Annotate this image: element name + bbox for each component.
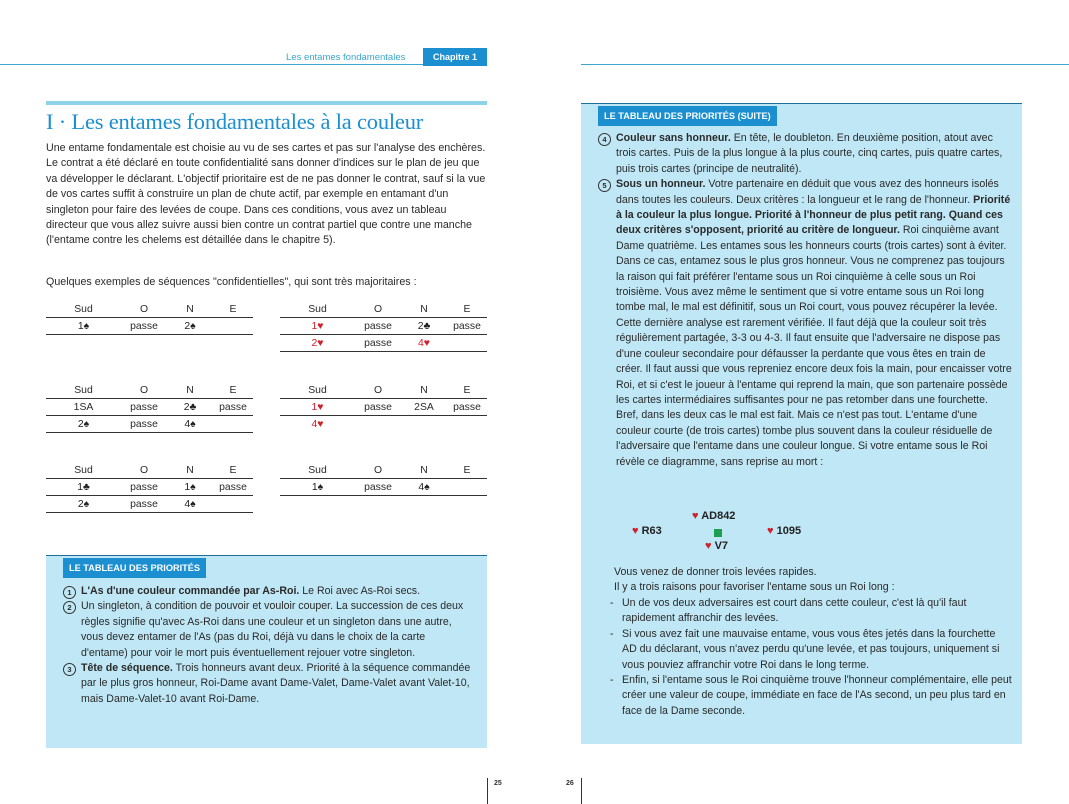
col-n: N [167,301,213,318]
page-number-left: 25 [494,780,502,787]
circled-number: 1 [63,586,76,599]
bid-cell: 2♠ [46,496,121,513]
page-number-right: 26 [566,780,574,787]
reason-text: Si vous avez fait une mauvaise entame, vous vous êtes jetés dans la fourchette AD du déclarant, vous n'avez perdu qu'une levée, et pas toujours, uniquement si vous pouviez affranchir votre Roi dans le long terme. [622,627,1000,671]
chapter-tab: Chapitre 1 [423,48,487,66]
bid-row [46,496,253,513]
reasons-list [610,596,1012,719]
bid-cell: 2♣ [401,318,447,335]
intro-paragraph: Une entame fondamentale est choisie au vu de ses cartes et pas sur l'analyse des enchères. Le contrat a été déclaré en toute confidentialité sans donner d'indices sur le plan de jeu que va développer le déclarant. L'objectif prioritaire est de ne pas donner le contrat, sauf si la vue de vos cartes suffit à construire un plan de chute actif, par exemple en entamant d'un singleton pour faire des levées de coupe. Dans ces conditions, vous avez un tableau directeur que vous allez suivre aussi bien contre un contrat partiel que contre une manche (l'entame contre les chelems est détaillée dans le chapitre 5). [46,142,486,247]
bid-cell: 1♠ [280,479,355,496]
bid-cell: 4♠ [167,416,213,433]
bid-cell: passe [213,479,253,496]
priority-item-text: Trois honneurs avant deux. Priorité à la séquence commandée par le plus gros honneur, Roi-Dame avant Dame-Valet, Dame-Valet avant Valet-10, mais Dame-Valet-10 avant Roi-Dame. [81,662,471,705]
priority-item-text: Votre partenaire en déduit que vous avez des honneurs isolés dans toutes les couleurs. Deux critères : la longueur et le rang de l'honneur. [616,178,999,206]
folio-rule-left [487,778,488,804]
col-n: N [167,462,213,479]
bid-cell: 1♠ [167,479,213,496]
col-sud: Sud [280,462,355,479]
priority-item-3 [63,661,473,707]
priority-box-tag: LE TABLEAU DES PRIORITÉS (SUITE) [598,106,777,126]
bid-cell: 2SA [401,399,447,416]
bid-cell: 2♠ [46,416,121,433]
bid-cell: 1♥ [280,399,355,416]
bid-cell: passe [121,318,167,335]
priority-item-text: En tête, le doubleton. En deuxième position, atout avec trois cartes. Puis de la plus longue à la plus courte, cinq cartes, puis quatre cartes, puis trois cartes (principe de neutralité). [616,132,1003,175]
col-n: N [401,462,447,479]
bid-cell: 2♠ [167,318,213,335]
col-o: O [121,301,167,318]
priority-list-left [63,584,473,707]
dash-bullet: - [610,597,614,609]
bid-cell [213,416,253,433]
table-square-icon [714,529,722,537]
west-cards: R63 [641,525,662,537]
heart-icon: ♥ [705,540,712,552]
col-o: O [355,301,401,318]
col-e: E [213,382,253,399]
reason-item [610,673,1012,719]
col-sud: Sud [46,462,121,479]
title-rule [46,101,487,105]
priority-list-right [598,131,1012,470]
bid-cell: passe [355,318,401,335]
heart-icon: ♥ [692,510,699,522]
running-head-rule-right [581,64,1069,65]
bid-cell: 4♥ [311,418,324,430]
bid-cell: passe [355,335,401,352]
col-e: E [447,301,487,318]
heart-icon: ♥ [767,525,774,537]
bid-cell [447,335,487,352]
bid-cell: 4♠ [401,479,447,496]
folio-rule-right [581,778,582,804]
col-sud: Sud [46,301,121,318]
running-head: Les entames fondamentales [286,52,406,63]
col-o: O [121,382,167,399]
priority-item-text: Le Roi avec As-Roi secs. [299,585,421,597]
bid-cell: passe [213,399,253,416]
bid-cell: passe [447,399,487,416]
auction-3 [46,382,253,433]
diagram-west [632,525,662,537]
circled-number: 5 [598,179,611,192]
priority-after-diagram [614,565,1012,596]
dash-bullet: - [610,627,614,640]
col-e: E [447,462,487,479]
bid-cell: passe [121,416,167,433]
priority-item-heading: L'As d'une couleur commandée par As-Roi. [81,585,300,597]
bid-cell: passe [355,479,401,496]
east-cards: 1095 [776,525,802,537]
bid-cell-empty [355,416,401,433]
bid-row [46,479,253,496]
col-sud: Sud [280,301,355,318]
south-cards: V7 [714,540,729,552]
examples-intro: Quelques exemples de séquences "confidentielles", qui sont très majoritaires : [46,276,417,288]
priority-item-4 [598,131,1012,177]
circled-number: 3 [63,663,76,676]
diagram-north [692,510,735,522]
bid-row [46,318,253,335]
bid-cell: 1♣ [46,479,121,496]
priority-box-rule [581,103,1022,104]
auction-2 [280,301,487,352]
bid-cell: 1♥ [280,318,355,335]
priority-item-emphasis: Priorité à la couleur la plus longue. Priorité à l'honneur de plus petit rang. Quand ces deux critères s'opposent, priorité au critère de longueur. [616,193,1011,237]
auction-1 [46,301,253,335]
auction-4 [280,382,487,432]
col-n: N [401,301,447,318]
bid-cell-empty [447,416,487,433]
col-e: E [447,382,487,399]
after-line-2: Il y a trois raisons pour favoriser l'entame sous un Roi long : [614,581,895,594]
bid-cell [213,318,253,335]
col-o: O [355,382,401,399]
diagram-south [705,540,728,552]
priority-item-5 [598,177,1012,470]
bid-cell: 4♠ [167,496,213,513]
heart-icon: ♥ [632,525,639,537]
auction-6 [280,462,487,496]
bid-cell [213,496,253,513]
after-line-1: Vous venez de donner trois levées rapides. [614,566,817,578]
north-cards: AD842 [701,510,736,522]
priority-box-tag: LE TABLEAU DES PRIORITÉS [63,558,206,578]
reason-item [610,596,1012,627]
bid-cell: passe [121,479,167,496]
bid-cell: passe [355,399,401,416]
page-title: I · Les entames fondamentales à la couleur [46,109,424,134]
priority-item-heading: Couleur sans honneur. [616,132,731,144]
auction-5 [46,462,253,513]
bid-cell: 1SA [46,399,121,416]
reason-text: Un de vos deux adversaires est court dans cette couleur, c'est là qu'il faut rapidement affranchir des levées. [622,597,967,625]
diagram-east [767,525,801,537]
bid-cell: passe [121,399,167,416]
col-e: E [213,301,253,318]
bid-cell: 1♠ [46,318,121,335]
priority-box-rule [46,555,487,556]
bid-row [280,479,487,496]
col-n: N [167,382,213,399]
bid-row [280,318,487,335]
priority-item-1 [63,584,473,599]
running-head-rule-left [0,64,487,65]
bid-row [280,335,487,352]
bid-cell: 4♥ [401,335,447,352]
bid-row [280,399,487,416]
bid-row [46,399,253,416]
bid-cell: 2♥ [280,335,355,352]
priority-item-text: Roi cinquième avant Dame quatrième. Les entames sous les honneurs courts (trois cartes) sont à éviter. Dans ce cas, entamez sous le plus gros honneur. Vous ne comprenez pas toujours la raison qui fait préférer l'entame sous un Roi cinquième à celle sous un Roi troisième. Vous avez même le sentiment que si votre entame sous un Roi long tombe mal, le mal est définitif, sous un Roi court, vous pouvez récupérer la levée. Cette dernière analyse est rarement vérifiée. Il faut déjà que la couleur soit très régulièrement partagée, 3-3 ou 4-3. Il faut ensuite que l'adversaire ne dispose pas d'une couleur secondaire pour défausser la perdante que vous êtes en train de créer. Il faut aussi que vous repreniez encore deux fois la main, pour encaisser votre Roi, et si c'est le joueur à l'entame qui reprend la main, que son partenaire possède les cartes intermédiaires suffisantes pour ne pas retomber dans une fourchette. Bref, dans les deux cas le mal est fait. Mais ce n'est pas tout. L'entame d'une couleur courte (de trois cartes) tombe plus souvent dans la couleur résiduelle de l'adversaire que l'entame dans une couleur longue. Si votre entame sous le Roi révèle ce diagramme, sans reprise au mort : [616,224,1012,468]
priority-item-heading: Tête de séquence. [81,662,173,675]
col-o: O [121,462,167,479]
reason-item [610,627,1012,673]
bid-row [46,416,253,433]
reason-text: Enfin, si l'entame sous le Roi cinquième trouve l'honneur complémentaire, elle peut créer une valeur de coupe, immédiate en face de l'As second, un peu plus tard en face de la Dame seconde. [622,674,1012,717]
col-o: O [355,462,401,479]
bid-row-partial [280,416,487,433]
priority-item-2 [63,599,473,661]
col-n: N [401,382,447,399]
bid-cell: 2♣ [167,399,213,416]
priority-item-heading: Sous un honneur. [616,178,706,191]
bid-cell: passe [447,318,487,335]
col-sud: Sud [46,382,121,399]
priority-item-text: Un singleton, à condition de pouvoir et vouloir couper. La succession de ces deux règles signifie qu'avec As-Roi dans une couleur et un singleton dans une autre, vous devez entamer de l'As (pas du Roi, déjà vu dans le choix de la carte d'entame) pour voir le mort puis éventuellement rejouer votre singleton. [81,600,464,659]
bid-cell: passe [121,496,167,513]
card-diagram [598,508,1018,556]
col-sud: Sud [280,382,355,399]
col-e: E [213,462,253,479]
circled-number: 2 [63,601,76,614]
dash-bullet: - [610,674,614,687]
bid-cell-empty [401,416,447,433]
bid-cell [447,479,487,496]
circled-number: 4 [598,133,611,146]
